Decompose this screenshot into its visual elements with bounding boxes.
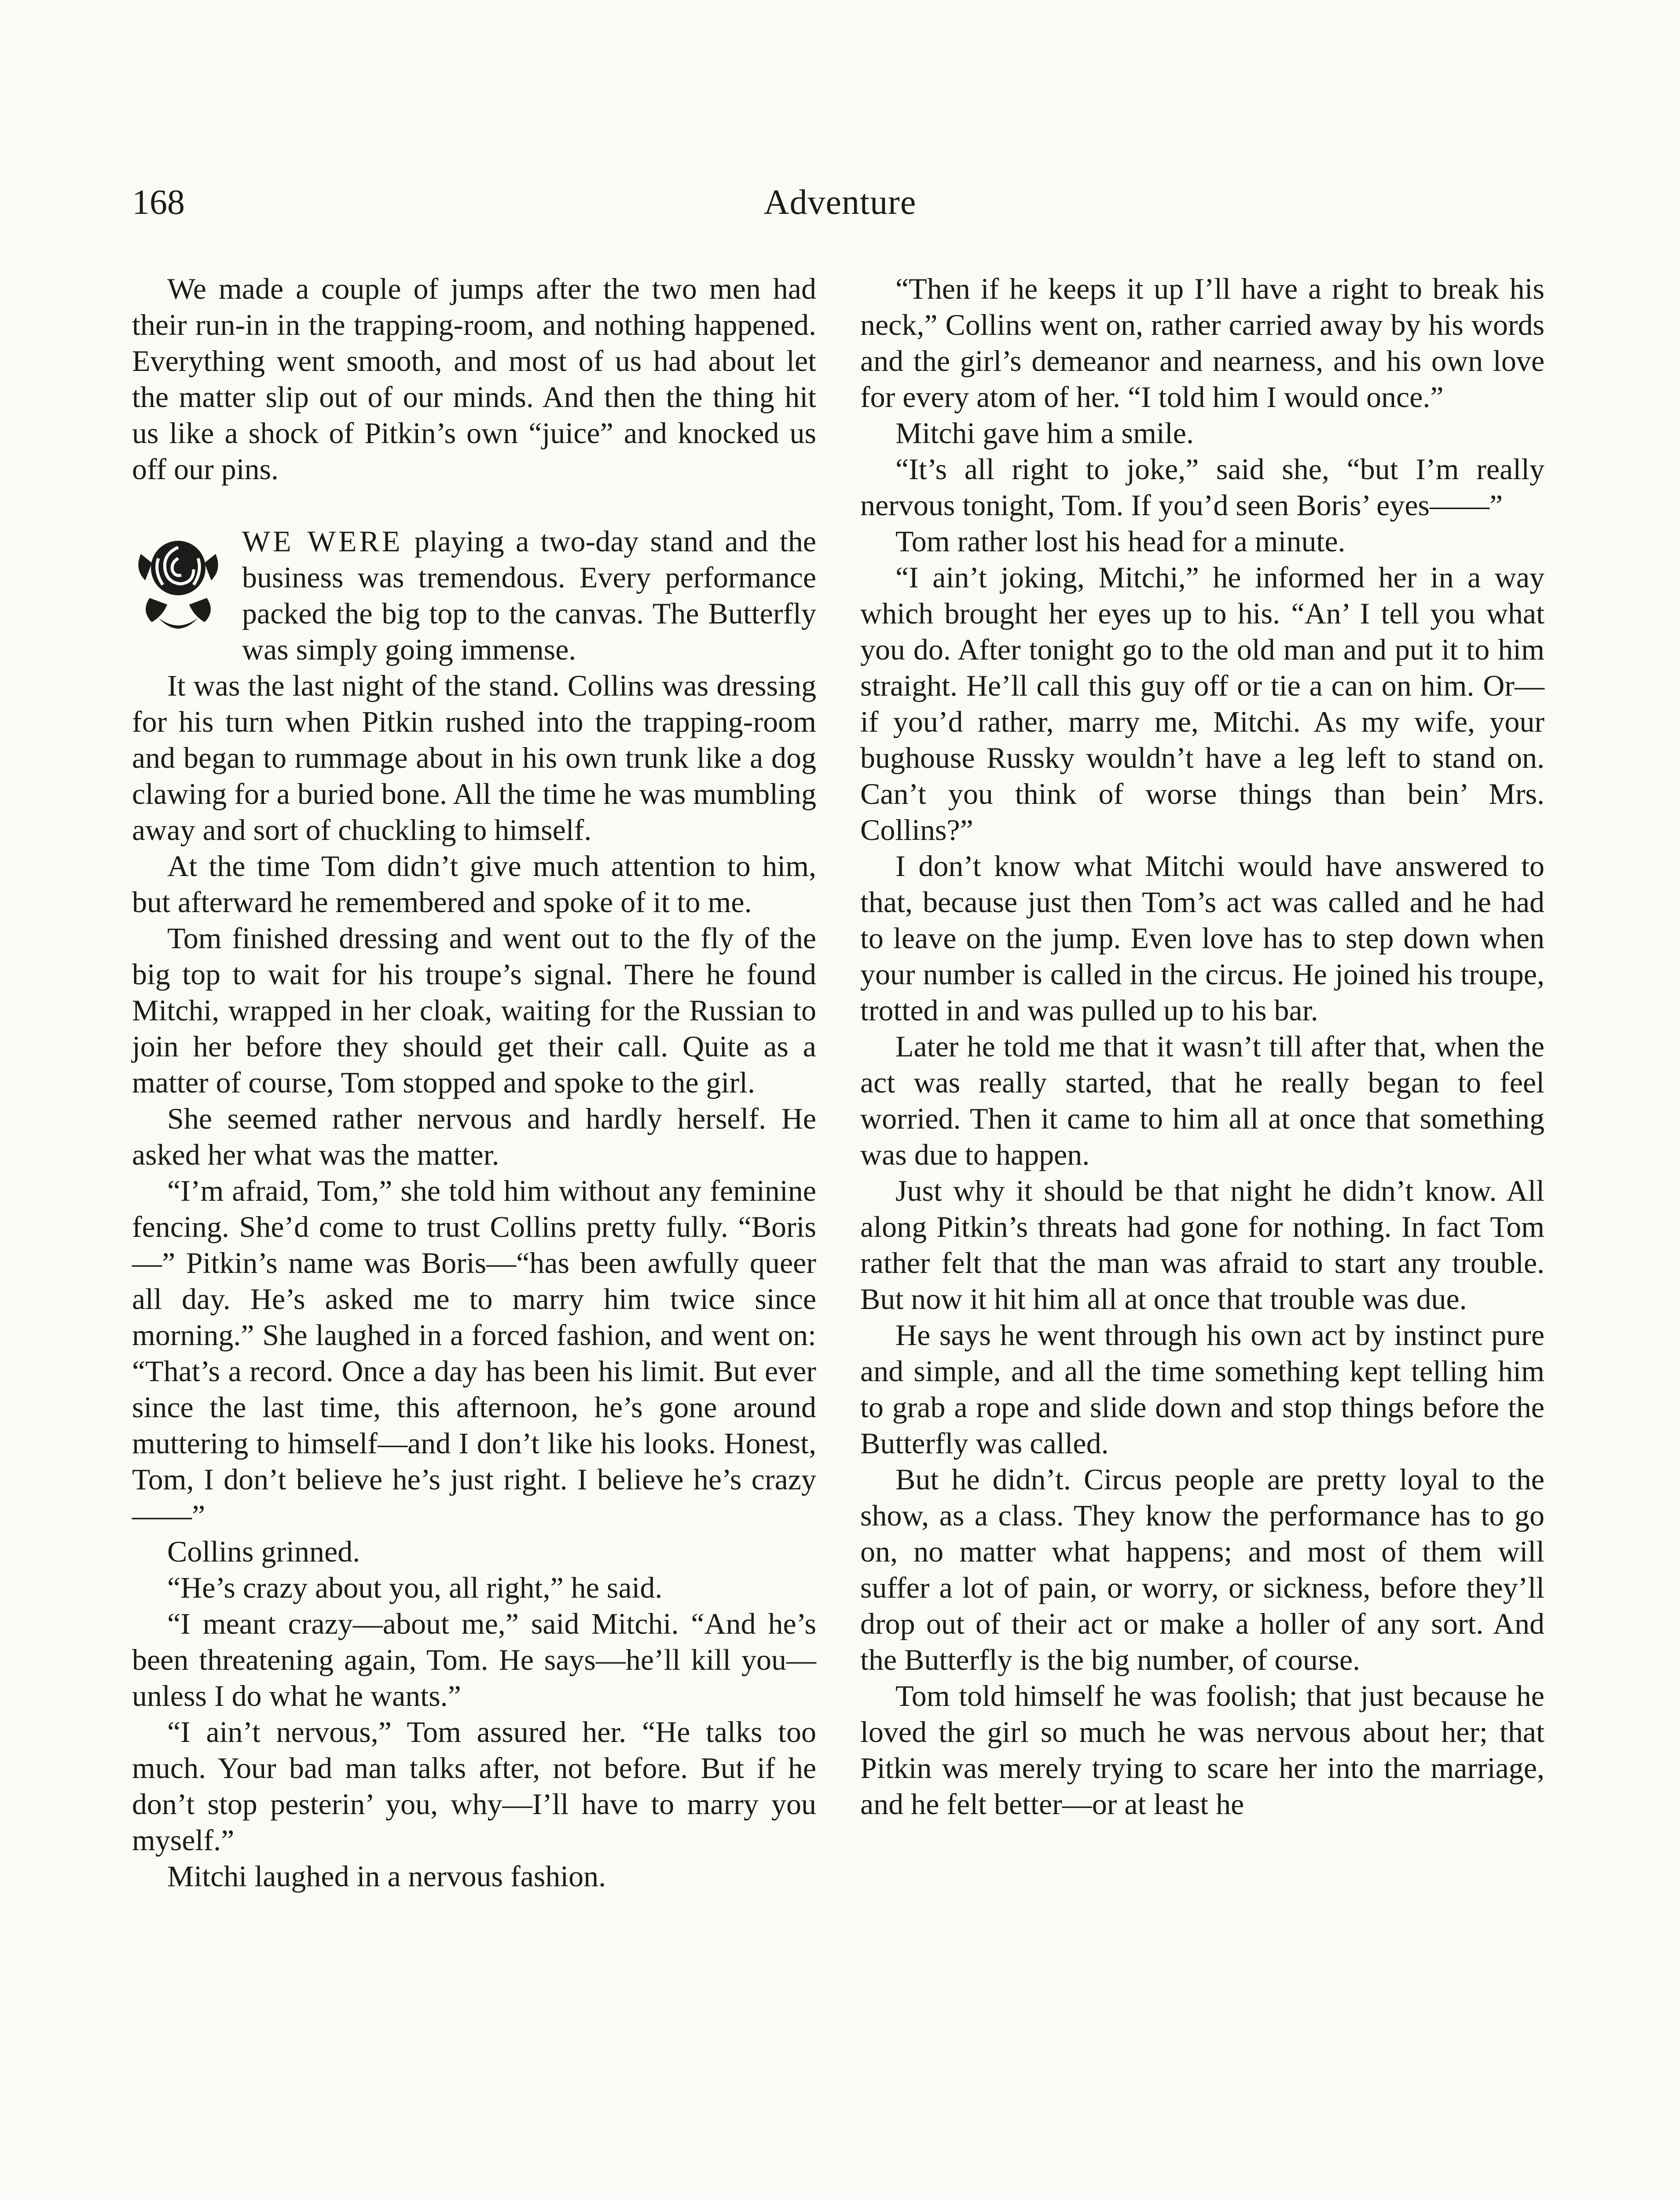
page-header [132, 180, 1548, 233]
paragraph: Tom told himself he was foolish; that just because he loved the girl so much he was nervous about her; that Pitkin was merely trying to scare her into the marriage, and he felt better—or at least he [860, 1679, 1544, 1821]
paragraph: Mitchi laughed in a nervous fashion. [167, 1859, 606, 1893]
paragraph: Tom finished dressing and went out to the fly of the big top to wait for his troupe’s signal. There he found Mitchi, wrapped in her cloak, waiting for the Russian to join her before they should get their call. Quite as a matter of course, Tom stopped and spoke to the girl. [132, 921, 816, 1099]
paragraph: “It’s all right to joke,” said she, “but I’m really nervous tonight, Tom. If you’d seen Boris’ eyes——” [860, 452, 1544, 522]
paragraph: Mitchi gave him a smile. [895, 416, 1194, 450]
paragraph: “I ain’t nervous,” Tom assured her. “He talks too much. Your bad man talks after, not before. But if he don’t stop pesterin’ you, why—I’ll have to marry you myself.” [132, 1715, 816, 1857]
paragraph: Later he told me that it wasn’t till after that, when the act was really started, that he really began to feel worried. Then it came to him all at once that something was due to happen. [860, 1030, 1544, 1171]
paragraph-with-ornament [132, 523, 816, 667]
paragraph: She seemed rather nervous and hardly herself. He asked her what was the matter. [132, 1102, 816, 1171]
paragraph: I don’t know what Mitchi would have answered to that, because just then Tom’s act was called and he had to leave on the jump. Even love has to step down when your number is called in the circus. He joined his troupe, trotted in and was pulled up to his bar. [860, 849, 1544, 1027]
paragraph: Collins grinned. [167, 1535, 360, 1568]
paragraph: At the time Tom didn’t give much attention to him, but afterward he remembered and spoke of it to me. [132, 849, 816, 919]
page-number: 168 [132, 183, 185, 222]
paragraph: Tom rather lost his head for a minute. [895, 524, 1346, 558]
paragraph-text: playing a two-day stand and the business was tremendous. Every performance packed the big top to the canvas. The Butterfly was simply going immense. [242, 524, 816, 666]
rose-ornament-icon [132, 528, 224, 633]
paragraph: “Then if he keeps it up I’ll have a right to break his neck,” Collins went on, rather carried away by his words and the girl’s demeanor and nearness, and his own love for every atom of her. “I told him I would once.” [860, 272, 1544, 414]
text-column-left [132, 271, 816, 1894]
paragraph: “I meant crazy—about me,” said Mitchi. “And he’s been threatening again, Tom. He says—he’ll kill you—unless I do what he wants.” [132, 1607, 816, 1712]
paragraph: It was the last night of the stand. Collins was dressing for his turn when Pitkin rushed into the trapping-room and began to rummage about in his own trunk like a dog clawing for a buried bone. All the time he was mumbling away and sort of chuckling to himself. [132, 669, 816, 847]
paragraph: “He’s crazy about you, all right,” he said. [167, 1571, 663, 1604]
paragraph: “I ain’t joking, Mitchi,” he informed her in a way which brought her eyes up to his. “An’ I tell you what you do. After tonight go to the old man and put it to him straight. He’ll call this guy off or tie a can on him. Or—if you’d rather, marry me, Mitchi. As my wife, your bughouse Russky wouldn’t have a leg left to stand on. Can’t you think of worse things than bein’ Mrs. Collins?” [860, 561, 1544, 847]
running-title: Adventure [763, 183, 917, 222]
section-lead-words: WE WERE [242, 524, 403, 558]
paragraph: Just why it should be that night he didn’t know. All along Pitkin’s threats had gone for nothing. In fact Tom rather felt that the man was afraid to start any trouble. But now it hit him all at once that trouble was due. [860, 1174, 1544, 1316]
paragraph: He says he went through his own act by instinct pure and simple, and all the time something kept telling him to grab a rope and slide down and stop things before the Butterfly was called. [860, 1318, 1544, 1460]
paragraph: But he didn’t. Circus people are pretty loyal to the show, as a class. They know the performance has to go on, no matter what happens; and most of them will suffer a lot of pain, or worry, or sickness, before they’ll drop out of their act or make a holler of any sort. And the Butterfly is the big number, of course. [860, 1463, 1544, 1676]
section-break [132, 487, 816, 523]
text-column-right [860, 271, 1544, 1822]
paragraph: “I’m afraid, Tom,” she told him without any feminine fencing. She’d come to trust Collins pretty fully. “Boris—” Pitkin’s name was Boris—“has been awfully queer all day. He’s asked me to marry him twice since morning.” She laughed in a forced fashion, and went on: “That’s a record. Once a day has been his limit. But ever since the last time, this afternoon, he’s gone around muttering to himself—and I don’t like his looks. Honest, Tom, I don’t believe he’s just right. I believe he’s crazy——” [132, 1174, 816, 1532]
paragraph: We made a couple of jumps after the two men had their run-in in the trapping-room, and nothing happened. Everything went smooth, and most of us had about let the matter slip out of our minds. And then the thing hit us like a shock of Pitkin’s own “juice” and knocked us off our pins. [132, 272, 816, 486]
